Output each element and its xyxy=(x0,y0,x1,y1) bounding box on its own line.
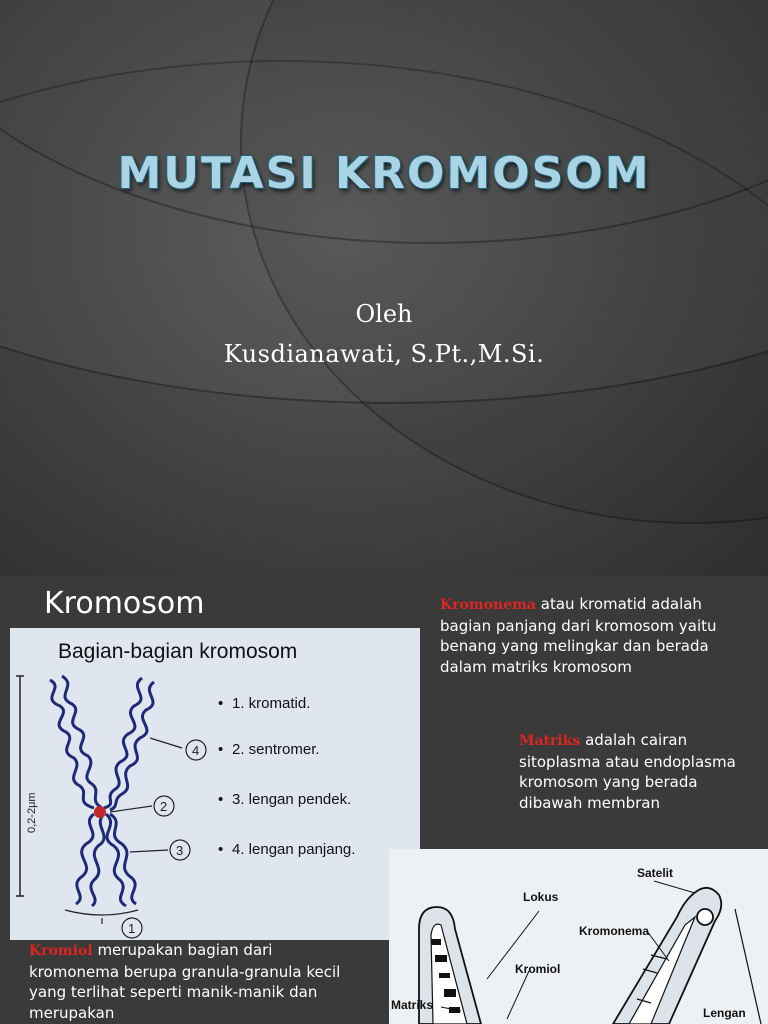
svg-text:•: • xyxy=(218,741,224,758)
callout-number: 4 xyxy=(192,743,200,758)
svg-text:•: • xyxy=(218,841,224,858)
term-matriks: Matriks xyxy=(519,733,581,749)
description-text: atau kromatid adalah bagian panjang dari kromosom yaitu benang yang melingkar dan berada dalam matriks kromosom xyxy=(440,595,717,676)
label-kromiol: Kromiol xyxy=(515,962,561,976)
part-item: 3. lengan pendek. xyxy=(232,791,352,808)
part-item: 2. sentromer. xyxy=(232,741,320,758)
callout-number: 2 xyxy=(160,799,168,814)
chromosome-structure-diagram xyxy=(389,849,768,1024)
kromonema-description xyxy=(440,594,740,677)
centromere-dot xyxy=(94,806,106,818)
svg-text:•: • xyxy=(218,695,224,712)
description-text: adalah cairan sitoplasma atau endoplasma kromosom yang berada dibawah membran xyxy=(519,731,736,812)
chromosome-parts-diagram xyxy=(10,628,420,940)
part-item: 4. lengan panjang. xyxy=(232,841,356,858)
svg-text:•: • xyxy=(218,791,224,808)
label-kromonema: Kromonema xyxy=(579,924,650,938)
label-satelit: Satelit xyxy=(637,866,674,880)
label-lokus: Lokus xyxy=(523,890,559,904)
term-kromonema: Kromonema xyxy=(440,597,537,613)
matriks-description xyxy=(519,730,739,813)
kromiol-description xyxy=(29,940,349,1023)
label-matriks: Matriks xyxy=(391,998,434,1012)
label-lengan: Lengan xyxy=(703,1006,746,1020)
slide-title: MUTASI KROMOSOM xyxy=(117,148,651,199)
callout-number: 3 xyxy=(176,843,184,858)
callout-number: 1 xyxy=(128,921,136,936)
byline-label: Oleh xyxy=(355,300,413,328)
part-item: 1. kromatid. xyxy=(232,695,311,712)
scale-label: 0,2-2µm xyxy=(26,792,38,833)
description-text: merupakan bagian dari kromonema berupa granula-granula kecil yang terlihat seperti manik-manik dan merupakan xyxy=(29,941,341,1022)
author-name: Kusdianawati, S.Pt.,M.Si. xyxy=(223,340,545,368)
kromosom-slide xyxy=(0,576,768,1024)
chromosome-illustration xyxy=(50,676,154,906)
slide-heading: Kromosom xyxy=(44,586,205,621)
term-kromiol: Kromiol xyxy=(29,943,93,959)
diagram-heading: Bagian-bagian kromosom xyxy=(58,640,298,663)
